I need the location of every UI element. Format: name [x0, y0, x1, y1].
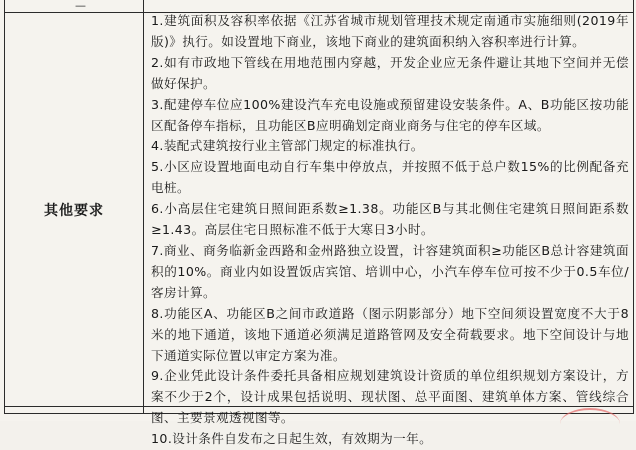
table-column-divider — [143, 0, 144, 413]
top-left-fragment: — — [75, 0, 86, 12]
row-header-other-requirements: 其他要求 — [44, 202, 104, 219]
clause-item: 2.如有市政地下管线在用地范围内穿越，开发企业应无条件避让其地下空间并无偿做好保护。 — [151, 54, 629, 91]
clause-item: 10.设计条件自发布之日起生效，有效期为一年。 — [151, 431, 433, 447]
clause-item: 6.小高层住宅建筑日照间距系数≥1.38。功能区B与其北侧住宅建筑日照间距系数≥1.43。高层住宅日照标准不低于大寒日3小时。 — [151, 201, 629, 238]
clause-item: 1.建筑面积及容积率依据《江苏省城市规划管理技术规定南通市实施细则(2019年版)》执行。如设置地下商业，该地下商业的建筑面积纳入容积率进行计算。 — [151, 13, 629, 49]
clause-item: 7.商业、商务临新金西路和金州路独立设置，计容建筑面积≥功能区B总计容建筑面积的10%。商业内如设置饭店宾馆、培训中心，小汽车停车位可按不少于0.5车位/客房计算。 — [151, 242, 629, 300]
clause-item: 9.企业凭此设计条件委托具备相应规划建筑设计资质的单位组织规划方案设计，方案不少于2个，设计成果包括说明、现状图、总平面图、建筑单体方案、管线综合图、主要景观透视图等。 — [151, 368, 629, 426]
requirements-content — [151, 11, 629, 450]
requirements-table — [4, 0, 634, 447]
clause-item: 3.配建停车位应100%建设汽车充电设施或预留建设安装条件。A、B功能区按功能区配备停车指标，且功能区B应明确划定商业商务与住宅的停车区域。 — [151, 96, 629, 133]
clause-item: 4.装配式建筑按行业主管部门规定的标准执行。 — [151, 138, 424, 154]
clause-item: 8.功能区A、功能区B之间市政道路（图示阴影部分）地下空间须设置宽度不大于8米的地下通道，该地下通道必须满足道路管网及安全荷载要求。地下空间设计与地下通道实际位置以审定方案为准。 — [151, 305, 629, 363]
red-seal-stamp — [560, 408, 620, 440]
clause-item: 5.小区应设置地面电动自行车集中停放点，并按照不低于总户数15%的比例配备充电桩。 — [151, 159, 629, 196]
